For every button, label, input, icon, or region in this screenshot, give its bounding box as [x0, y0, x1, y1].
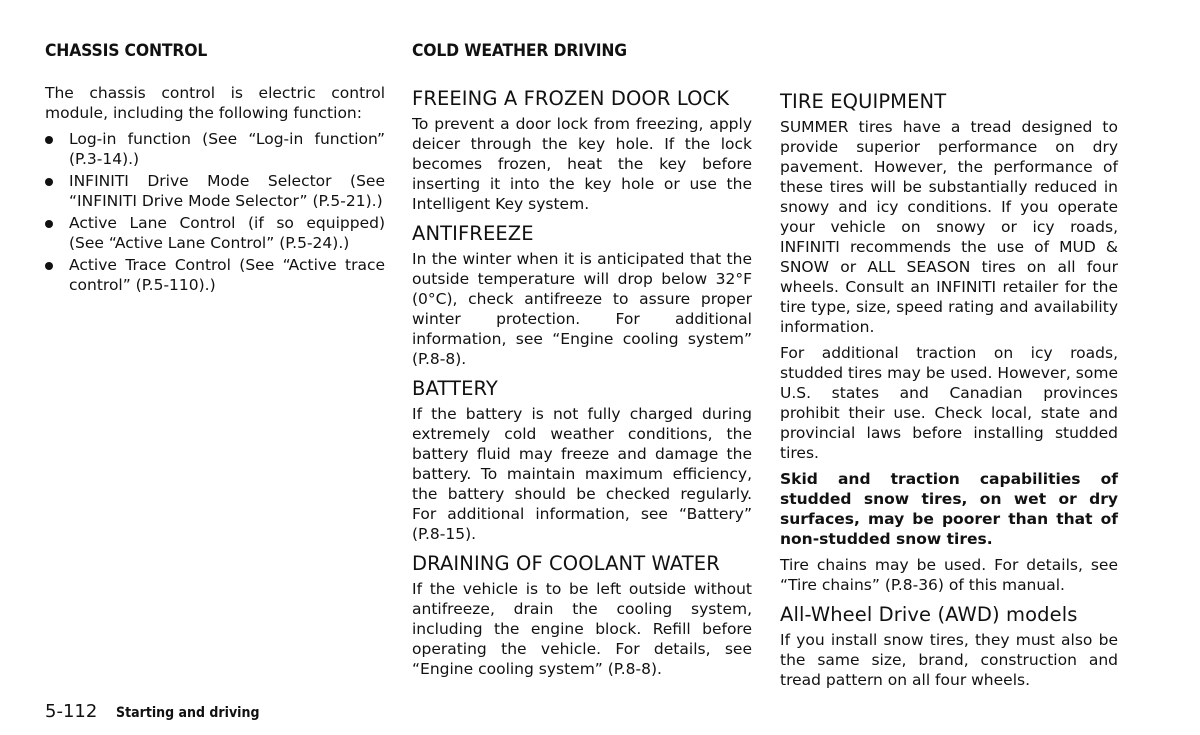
- awd-body: If you install snow tires, they must also be the same size, brand, construction and tread pattern on all four wheels.: [780, 631, 1118, 689]
- list-item: [45, 213, 385, 253]
- tire-equipment-p2: For additional traction on icy roads, studded tires may be used. However, some U.S. states and Canadian provinces prohibit their use. Check local, state and provincial laws before installing studded tires.: [780, 344, 1118, 462]
- footer-section-title: Starting and driving: [116, 705, 260, 721]
- antifreeze-body: In the winter when it is anticipated that the outside temperature will drop below 32°F (0°C), check antifreeze to assure proper winter protection. For additional information, see “Engine cooling system” (P.8-8).: [412, 250, 752, 368]
- tire-equipment-p1: SUMMER tires have a tread designed to provide superior performance on dry pavement. However, the performance of these tires will be substantially reduced in snowy and icy conditions. If you operate your vehicle on snowy or icy roads, INFINITI recommends the use of MUD & SNOW or ALL SEASON tires on all four wheels. Consult an INFINITI retailer for the tire type, size, speed rating and availability information.: [780, 118, 1118, 336]
- tire-equipment-heading: TIRE EQUIPMENT: [780, 90, 947, 113]
- bullet-icon: [45, 136, 53, 144]
- chassis-control-intro: The chassis control is electric control module, including the following function:: [45, 84, 385, 122]
- tire-equipment-p4: Tire chains may be used. For details, see “Tire chains” (P.8-36) of this manual.: [780, 556, 1118, 594]
- coolant-body: If the vehicle is to be left outside without antifreeze, drain the cooling system, including the engine block. Refill before operating the vehicle. For details, see “Engine cooling system” (P.8-8).: [412, 580, 752, 678]
- list-item-text: INFINITI Drive Mode Selector (See “INFINITI Drive Mode Selector” (P.5-21).): [69, 172, 385, 210]
- list-item-text: Active Lane Control (if so equipped) (See “Active Lane Control” (P.5-24).): [69, 214, 385, 252]
- list-item: [45, 255, 385, 295]
- page-footer: [45, 701, 276, 722]
- cold-weather-section: [412, 87, 752, 685]
- coolant-heading: DRAINING OF COOLANT WATER: [412, 552, 720, 575]
- page-number: 5-112: [45, 701, 98, 722]
- chassis-control-section: [45, 83, 385, 297]
- bullet-icon: [45, 178, 53, 186]
- battery-body: If the battery is not fully charged during extremely cold weather conditions, the battery fluid may freeze and damage the battery. To maintain maximum efficiency, the battery should be checked regularly. For additional information, see “Battery” (P.8-15).: [412, 405, 752, 543]
- chassis-function-list: [45, 129, 385, 295]
- tire-equipment-section: [780, 90, 1118, 696]
- cold-weather-title: COLD WEATHER DRIVING: [412, 41, 627, 61]
- antifreeze-heading: ANTIFREEZE: [412, 222, 534, 245]
- list-item-text: Active Trace Control (See “Active trace control” (P.5-110).): [69, 256, 385, 294]
- battery-heading: BATTERY: [412, 377, 498, 400]
- frozen-door-lock-body: To prevent a door lock from freezing, apply deicer through the key hole. If the lock becomes frozen, heat the key before inserting it into the key hole or use the Intelligent Key system.: [412, 115, 752, 213]
- frozen-door-lock-heading: FREEING A FROZEN DOOR LOCK: [412, 87, 730, 110]
- bullet-icon: [45, 220, 53, 228]
- list-item: [45, 129, 385, 169]
- awd-heading: All-Wheel Drive (AWD) models: [780, 603, 1078, 626]
- chassis-control-title: CHASSIS CONTROL: [45, 41, 208, 61]
- bullet-icon: [45, 262, 53, 270]
- tire-equipment-warning: Skid and traction capabilities of studded snow tires, on wet or dry surfaces, may be poorer than that of non-studded snow tires.: [780, 470, 1118, 548]
- list-item: [45, 171, 385, 211]
- list-item-text: Log-in function (See “Log-in function” (P.3-14).): [69, 130, 385, 168]
